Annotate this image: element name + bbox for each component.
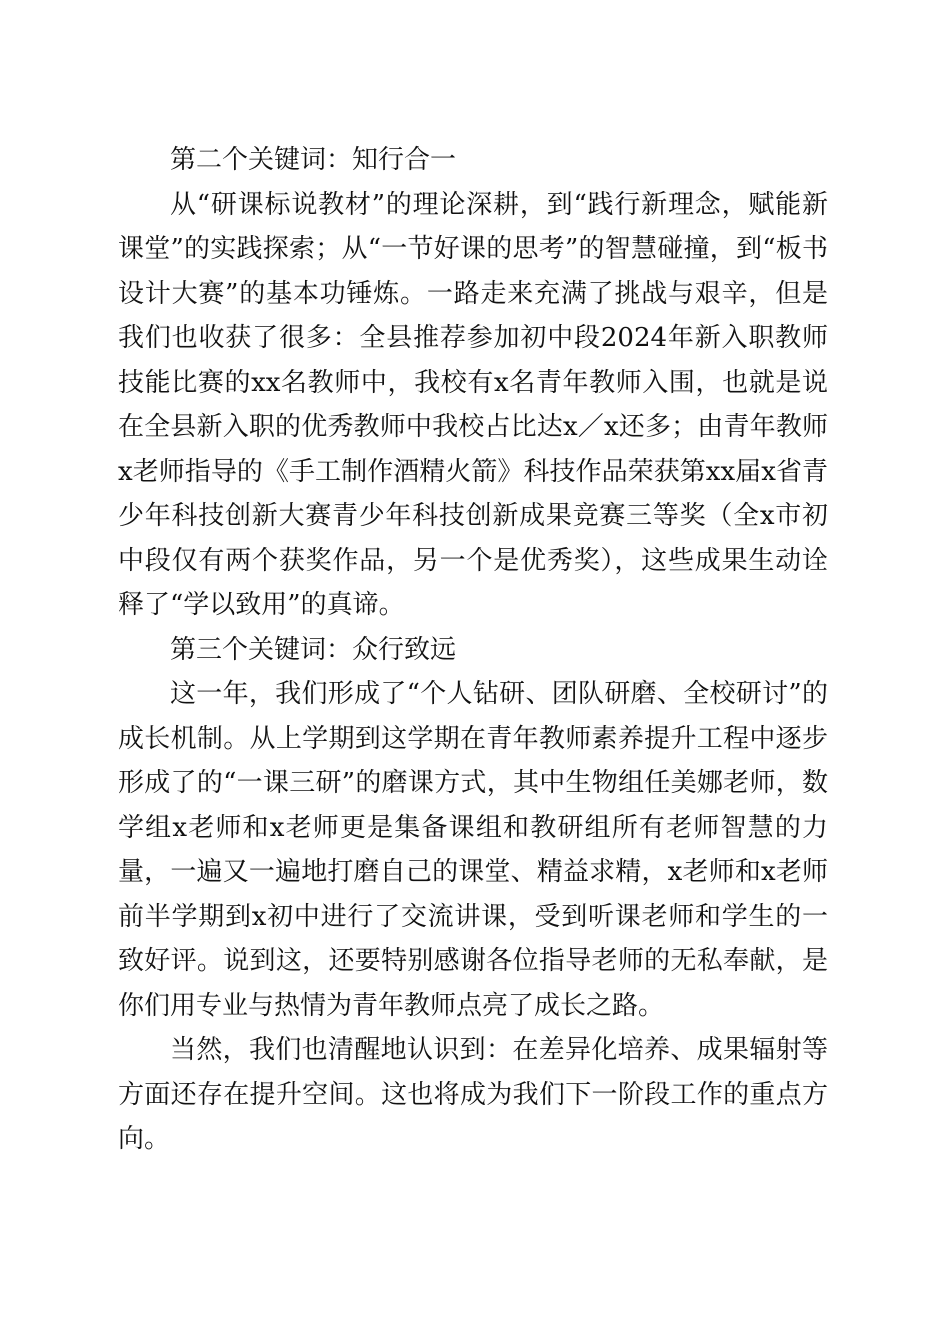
paragraph-improvement: 当然，我们也清醒地认识到：在差异化培养、成果辐射等方面还存在提升空间。这也将成为我们下一阶段工作的重点方向。 <box>118 1035 828 1154</box>
section-heading-3: 第三个关键词：众行致远 <box>170 634 457 665</box>
paragraph-growth-mechanism: 这一年，我们形成了“个人钻研、团队研磨、全校研讨”的成长机制。从上学期到这学期在青年教师素养提升工程中逐步形成了的“一课三研”的磨课方式，其中生物组任美娜老师，数学组x老师和x老师更是集备课组和教研组所有老师智慧的力量，一遍又一遍地打磨自己的课堂、精益求精，x老师和x老师前半学期到x初中进行了交流讲课，受到听课老师和学生的一致好评。说到这，还要特别感谢各位指导老师的无私奉献，是你们用专业与热情为青年教师点亮了成长之路。 <box>118 679 828 1021</box>
paragraph-knowledge-action: 从“研课标说教材”的理论深耕，到“践行新理念，赋能新课堂”的实践探索；从“一节好课的思考”的智慧碰撞，到“板书设计大赛”的基本功锤炼。一路走来充满了挑战与艰辛，但是我们也收获了很多：全县推荐参加初中段2024年新入职教师技能比赛的xx名教师中，我校有x名青年教师入围，也就是说在全县新入职的优秀教师中我校占比达x／x还多；由青年教师x老师指导的《手工制作酒精火箭》科技作品荣获第xx届x省青少年科技创新大赛青少年科技创新成果竞赛三等奖（全x市初中段仅有两个获奖作品，另一个是优秀奖），这些成果生动诠释了“学以致用”的真谛。 <box>118 189 828 620</box>
section-heading-2: 第二个关键词：知行合一 <box>170 145 457 175</box>
document-body <box>118 138 828 1162</box>
